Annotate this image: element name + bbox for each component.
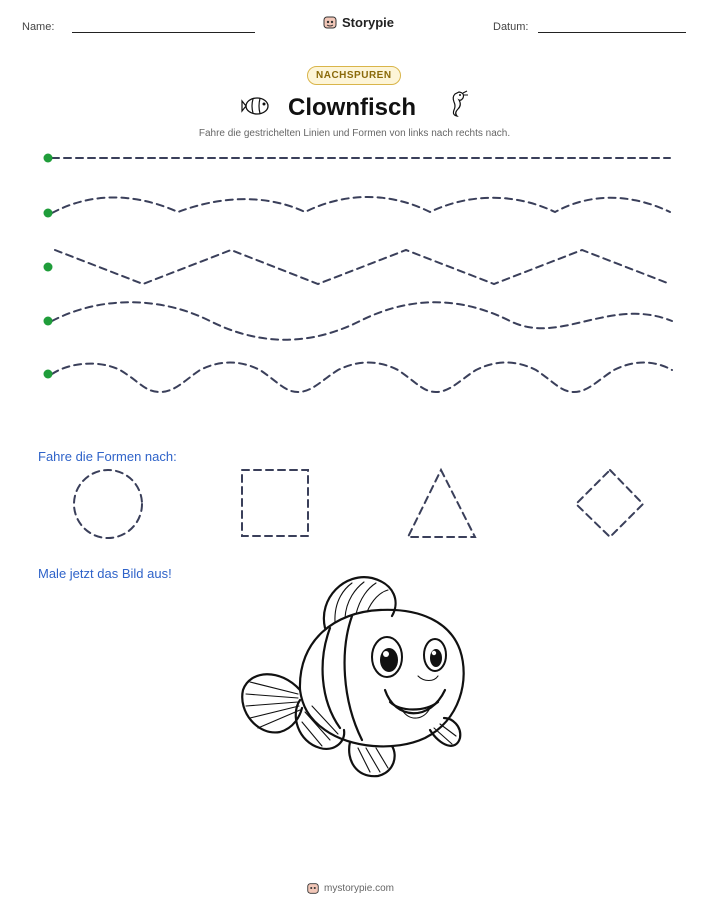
trace-line-bumps[interactable] (52, 363, 672, 393)
brand-logo (322, 14, 394, 30)
shape-triangle[interactable] (408, 470, 475, 537)
date-label: Datum: (493, 21, 529, 33)
trace-line-gentle-wave[interactable] (52, 197, 670, 213)
shape-circle[interactable] (74, 470, 142, 538)
shapes-area (0, 460, 709, 550)
date-field[interactable] (538, 32, 686, 33)
start-dot (44, 209, 53, 218)
seahorse-icon (445, 89, 469, 119)
tracing-lines-area (0, 140, 709, 400)
storypie-logo-icon (322, 14, 338, 30)
shape-square[interactable] (242, 470, 308, 536)
footer-link[interactable]: mystorypie.com (324, 882, 395, 894)
clownfish-coloring-image (230, 565, 480, 785)
footer (306, 881, 394, 895)
start-dot (44, 317, 53, 326)
shape-diamond[interactable] (576, 470, 643, 537)
trace-line-wave[interactable] (52, 302, 672, 340)
shapes-heading: Fahre die Formen nach: (38, 449, 177, 464)
clownfish-icon (241, 93, 273, 119)
page-title: Clownfisch (288, 94, 417, 121)
name-label: Name: (22, 21, 55, 33)
start-dot (44, 370, 53, 379)
instructions: Fahre die gestrichelten Linien und Formen von links nach rechts nach. (198, 128, 511, 139)
brand-name: Storypie (342, 14, 395, 30)
coloring-heading: Male jetzt das Bild aus! (38, 566, 172, 581)
storypie-logo-icon (306, 881, 320, 895)
start-dot (44, 263, 53, 272)
trace-line-zigzag[interactable] (55, 250, 670, 284)
category-badge: NACHSPUREN (307, 66, 401, 85)
start-dot (44, 154, 53, 163)
name-field[interactable] (72, 32, 255, 33)
